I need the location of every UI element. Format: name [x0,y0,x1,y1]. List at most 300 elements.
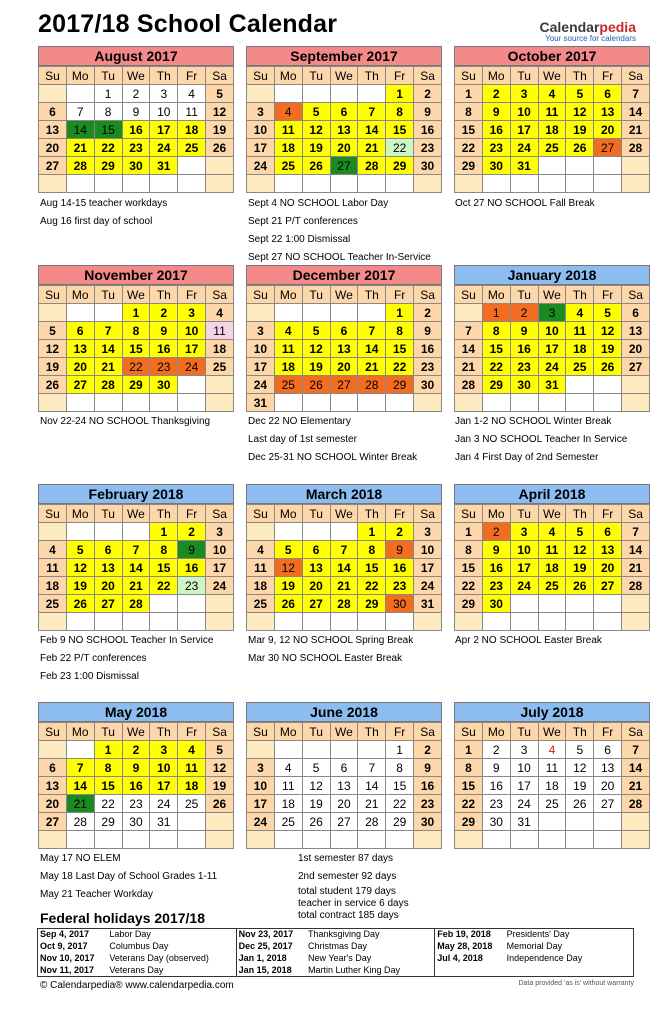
empty-day-cell [122,613,150,631]
day-cell: 13 [302,559,330,577]
day-cell: 12 [66,559,94,577]
day-cell: 21 [622,777,650,795]
day-of-week-header: Fr [386,505,414,523]
day-cell: 18 [274,358,302,376]
day-of-week-header: Tu [94,286,122,304]
day-cell: 18 [206,340,234,358]
day-cell: 6 [622,304,650,322]
day-of-week-header: Th [150,505,178,523]
empty-day-cell [622,157,650,175]
note-line: Aug 16 first day of school [40,216,153,227]
day-cell: 5 [566,741,594,759]
day-cell: 9 [482,759,510,777]
day-cell: 16 [482,777,510,795]
day-of-week-header: Su [247,505,275,523]
day-cell: 6 [594,741,622,759]
day-of-week-header: Tu [510,505,538,523]
day-cell: 2 [414,741,442,759]
day-cell: 31 [414,595,442,613]
empty-day-cell [594,813,622,831]
note-line: Dec 25-31 NO SCHOOL Winter Break [248,452,418,463]
day-cell: 25 [247,595,275,613]
day-cell: 27 [622,358,650,376]
day-cell: 29 [358,595,386,613]
day-cell: 9 [150,322,178,340]
day-cell: 21 [66,795,94,813]
day-of-week-header: Sa [414,67,442,85]
month-april-2018 [454,484,650,631]
day-cell: 8 [358,541,386,559]
day-of-week-header: Fr [178,505,206,523]
day-cell: 8 [455,103,483,121]
day-cell: 1 [386,741,414,759]
day-of-week-header: Tu [510,67,538,85]
month-february-2018 [38,484,234,631]
day-of-week-header: Tu [302,67,330,85]
day-cell: 24 [247,813,275,831]
day-cell: 10 [150,759,178,777]
day-cell: 8 [122,322,150,340]
day-cell: 1 [150,523,178,541]
day-cell: 12 [594,322,622,340]
day-of-week-header: Th [566,505,594,523]
empty-day-cell [455,304,483,322]
holiday-date: Nov 10, 2017 [40,953,95,963]
holiday-date: Nov 11, 2017 [40,964,95,975]
day-cell: 20 [330,358,358,376]
day-cell: 11 [538,759,566,777]
day-of-week-header: Mo [482,286,510,304]
day-cell: 29 [386,376,414,394]
day-cell: 26 [66,595,94,613]
empty-day-cell [150,175,178,193]
day-cell: 10 [206,541,234,559]
day-cell: 26 [302,157,330,175]
holiday-date: May 28, 2018 [435,941,505,953]
day-of-week-header: Su [247,67,275,85]
day-cell: 29 [386,813,414,831]
day-cell: 1 [455,85,483,103]
empty-day-cell [566,394,594,412]
holiday-name: Martin Luther King Day [307,964,401,975]
day-cell: 2 [414,85,442,103]
month-title: November 2017 [38,265,234,285]
day-cell: 9 [386,541,414,559]
holiday-name: Veterans Day [109,964,164,975]
day-cell: 10 [247,121,275,139]
empty-day-cell [358,394,386,412]
day-cell: 6 [594,523,622,541]
day-cell: 1 [122,304,150,322]
day-cell: 23 [414,358,442,376]
empty-day-cell [455,613,483,631]
day-cell: 3 [247,322,275,340]
day-cell: 3 [538,304,566,322]
day-of-week-header: Th [566,67,594,85]
day-cell: 15 [482,340,510,358]
day-cell: 15 [94,121,122,139]
day-cell: 16 [482,121,510,139]
empty-day-cell [94,394,122,412]
day-of-week-header: Th [150,286,178,304]
empty-day-cell [510,613,538,631]
day-cell: 16 [414,777,442,795]
day-cell: 11 [274,777,302,795]
day-cell: 7 [358,103,386,121]
day-cell: 18 [178,777,206,795]
day-cell: 4 [178,741,206,759]
day-cell: 28 [66,157,94,175]
day-cell: 13 [330,340,358,358]
day-cell: 12 [274,559,302,577]
day-cell: 21 [122,577,150,595]
day-cell: 31 [538,376,566,394]
day-cell: 4 [206,304,234,322]
day-cell: 25 [178,139,206,157]
day-of-week-header: We [122,505,150,523]
day-cell: 10 [538,322,566,340]
day-cell: 28 [122,595,150,613]
day-cell: 25 [39,595,67,613]
day-cell: 31 [150,157,178,175]
day-of-week-header: Su [39,67,67,85]
footer-disclaimer: Data provided 'as is' without warranty [518,980,634,987]
empty-day-cell [358,304,386,322]
empty-day-cell [94,523,122,541]
day-of-week-header: Fr [178,67,206,85]
empty-day-cell [302,175,330,193]
day-of-week-header: Fr [386,67,414,85]
day-of-week-header: Sa [622,67,650,85]
day-of-week-header: Mo [274,67,302,85]
empty-day-cell [414,613,442,631]
day-cell: 24 [178,358,206,376]
day-cell: 26 [566,577,594,595]
day-cell: 20 [594,559,622,577]
day-cell: 18 [538,121,566,139]
note-line: Aug 14-15 teacher workdays [40,198,168,209]
empty-day-cell [206,157,234,175]
empty-day-cell [39,85,67,103]
holiday-date: Nov 23, 2017 [236,929,306,941]
day-of-week-header: Fr [594,67,622,85]
day-of-week-header: Fr [178,286,206,304]
day-cell: 30 [386,595,414,613]
day-of-week-header: Sa [206,286,234,304]
day-cell: 31 [510,157,538,175]
empty-day-cell [94,831,122,849]
day-cell: 25 [538,795,566,813]
empty-day-cell [39,304,67,322]
day-cell: 20 [330,139,358,157]
note-line: Jan 1-2 NO SCHOOL Winter Break [455,416,612,427]
day-cell: 16 [122,121,150,139]
empty-day-cell [538,613,566,631]
day-cell: 22 [386,139,414,157]
day-cell: 18 [39,577,67,595]
day-of-week-header: Mo [66,505,94,523]
holiday-date: Jul 4, 2018 [435,953,505,965]
day-cell: 17 [247,795,275,813]
holiday-name: Memorial Day [506,941,563,951]
day-of-week-header: Mo [482,723,510,741]
day-cell: 13 [330,121,358,139]
month-september-2017 [246,46,442,193]
month-title: February 2018 [38,484,234,504]
day-cell: 14 [358,340,386,358]
day-of-week-header: Su [455,67,483,85]
day-cell: 16 [178,559,206,577]
day-cell: 7 [622,523,650,541]
day-cell: 30 [414,376,442,394]
empty-day-cell [39,613,67,631]
day-cell: 26 [206,795,234,813]
day-of-week-header: Mo [274,505,302,523]
empty-day-cell [330,523,358,541]
empty-day-cell [510,831,538,849]
day-cell: 26 [274,595,302,613]
day-cell: 31 [510,813,538,831]
empty-day-cell [274,175,302,193]
day-cell: 7 [94,322,122,340]
federal-holiday-row [38,965,634,977]
empty-day-cell [538,595,566,613]
day-of-week-header: Su [455,505,483,523]
month-table [38,504,234,631]
empty-day-cell [302,613,330,631]
day-cell: 4 [274,103,302,121]
note-line: Apr 2 NO SCHOOL Easter Break [455,635,602,646]
empty-day-cell [247,741,275,759]
empty-day-cell [566,595,594,613]
note-line: May 18 Last Day of School Grades 1-11 [40,871,218,882]
day-cell: 13 [94,559,122,577]
day-cell: 27 [94,595,122,613]
day-of-week-header: We [122,67,150,85]
day-cell: 27 [594,577,622,595]
holiday-name: Presidents' Day [506,929,570,940]
day-cell: 14 [358,777,386,795]
day-cell: 26 [594,358,622,376]
empty-day-cell [414,831,442,849]
day-cell: 15 [122,340,150,358]
day-of-week-header: Mo [482,67,510,85]
day-cell: 21 [455,358,483,376]
empty-day-cell [538,175,566,193]
day-cell: 29 [122,376,150,394]
day-cell: 29 [482,376,510,394]
month-title: October 2017 [454,46,650,66]
day-cell: 26 [302,813,330,831]
day-cell: 19 [66,577,94,595]
day-cell: 2 [482,523,510,541]
month-notes [455,195,595,213]
day-cell: 2 [510,304,538,322]
day-cell: 4 [39,541,67,559]
day-cell: 2 [386,523,414,541]
day-of-week-header: Sa [414,286,442,304]
day-cell: 11 [274,340,302,358]
empty-day-cell [178,175,206,193]
empty-day-cell [122,523,150,541]
day-cell: 5 [302,759,330,777]
month-notes [248,632,413,668]
day-of-week-header: We [538,505,566,523]
day-cell: 5 [39,322,67,340]
day-of-week-header: Th [358,505,386,523]
day-cell: 2 [150,304,178,322]
empty-day-cell [39,394,67,412]
day-cell: 6 [39,103,67,121]
empty-day-cell [66,304,94,322]
day-of-week-header: We [538,67,566,85]
day-of-week-header: Su [39,505,67,523]
day-cell: 10 [510,541,538,559]
empty-day-cell [330,85,358,103]
day-cell: 17 [538,340,566,358]
day-of-week-header: Tu [302,286,330,304]
brand-logo[interactable] [540,20,637,43]
empty-day-cell [206,613,234,631]
day-of-week-header: Fr [594,723,622,741]
day-cell: 9 [414,759,442,777]
day-of-week-header: Mo [66,723,94,741]
note-line: 1st semester 87 days [298,853,394,864]
day-cell: 3 [510,741,538,759]
day-of-week-header: Tu [510,723,538,741]
empty-day-cell [482,175,510,193]
day-cell: 12 [302,340,330,358]
day-cell: 5 [566,523,594,541]
day-cell: 14 [455,340,483,358]
day-cell: 13 [622,322,650,340]
note-line: Sept 27 NO SCHOOL Teacher In-Service [248,252,431,263]
federal-holidays-table [37,928,634,977]
note-line: Feb 9 NO SCHOOL Teacher In Service [40,635,214,646]
empty-day-cell [206,831,234,849]
day-cell: 14 [358,121,386,139]
day-cell: 22 [482,358,510,376]
note-line: Nov 22-24 NO SCHOOL Thanksgiving [40,416,211,427]
empty-day-cell [206,595,234,613]
month-table [38,722,234,849]
day-cell: 5 [66,541,94,559]
day-cell: 21 [66,139,94,157]
note-line: Sept 4 NO SCHOOL Labor Day [248,198,389,209]
day-cell: 21 [622,559,650,577]
day-cell: 11 [206,322,234,340]
month-january-2018 [454,265,650,412]
empty-day-cell [566,613,594,631]
day-cell: 15 [455,559,483,577]
empty-day-cell [39,523,67,541]
day-cell: 28 [358,157,386,175]
day-of-week-header: We [330,286,358,304]
empty-day-cell [358,613,386,631]
day-cell: 1 [358,523,386,541]
note-line: May 21 Teacher Workday [40,889,154,900]
empty-day-cell [455,831,483,849]
day-of-week-header: Su [247,286,275,304]
day-of-week-header: Su [39,286,67,304]
day-cell: 19 [566,121,594,139]
day-cell: 31 [150,813,178,831]
empty-day-cell [594,394,622,412]
day-cell: 1 [455,741,483,759]
holiday-date: Feb 19, 2018 [435,929,505,941]
day-cell: 24 [510,795,538,813]
day-cell: 7 [622,741,650,759]
day-cell: 14 [66,777,94,795]
empty-day-cell [538,831,566,849]
day-of-week-header: We [330,67,358,85]
holiday-name: Independence Day [506,953,583,963]
day-cell: 12 [206,759,234,777]
day-cell: 20 [94,577,122,595]
day-cell: 20 [622,340,650,358]
day-cell: 28 [358,376,386,394]
empty-day-cell [178,613,206,631]
day-cell: 17 [178,340,206,358]
empty-day-cell [594,175,622,193]
month-table [246,504,442,631]
day-cell: 24 [150,795,178,813]
day-cell: 8 [455,759,483,777]
day-cell: 4 [538,85,566,103]
day-cell: 1 [386,85,414,103]
day-cell: 21 [330,577,358,595]
day-of-week-header: Th [358,67,386,85]
day-of-week-header: Th [150,723,178,741]
day-cell: 19 [39,358,67,376]
day-cell: 27 [330,376,358,394]
empty-day-cell [206,813,234,831]
empty-day-cell [330,831,358,849]
holiday-name: Columbus Day [109,941,169,951]
day-cell: 5 [302,103,330,121]
day-cell: 30 [414,157,442,175]
empty-day-cell [274,304,302,322]
day-cell: 24 [538,358,566,376]
day-cell: 9 [510,322,538,340]
month-table [246,722,442,849]
day-of-week-header: Mo [274,723,302,741]
day-cell: 3 [150,85,178,103]
day-cell: 15 [386,777,414,795]
day-cell: 19 [302,795,330,813]
day-cell: 19 [594,340,622,358]
day-cell: 18 [247,577,275,595]
day-cell: 19 [302,358,330,376]
day-cell: 4 [538,741,566,759]
day-cell: 8 [386,322,414,340]
day-cell: 25 [274,813,302,831]
empty-day-cell [66,741,94,759]
day-cell: 8 [455,541,483,559]
federal-holidays-title: Federal holidays 2017/18 [40,910,205,926]
day-cell: 7 [455,322,483,340]
month-june-2018 [246,702,442,849]
day-cell: 24 [510,577,538,595]
empty-day-cell [358,85,386,103]
day-cell: 19 [302,139,330,157]
empty-day-cell [622,831,650,849]
empty-day-cell [206,175,234,193]
day-cell: 9 [122,103,150,121]
empty-day-cell [302,85,330,103]
empty-day-cell [206,376,234,394]
day-cell: 19 [566,559,594,577]
